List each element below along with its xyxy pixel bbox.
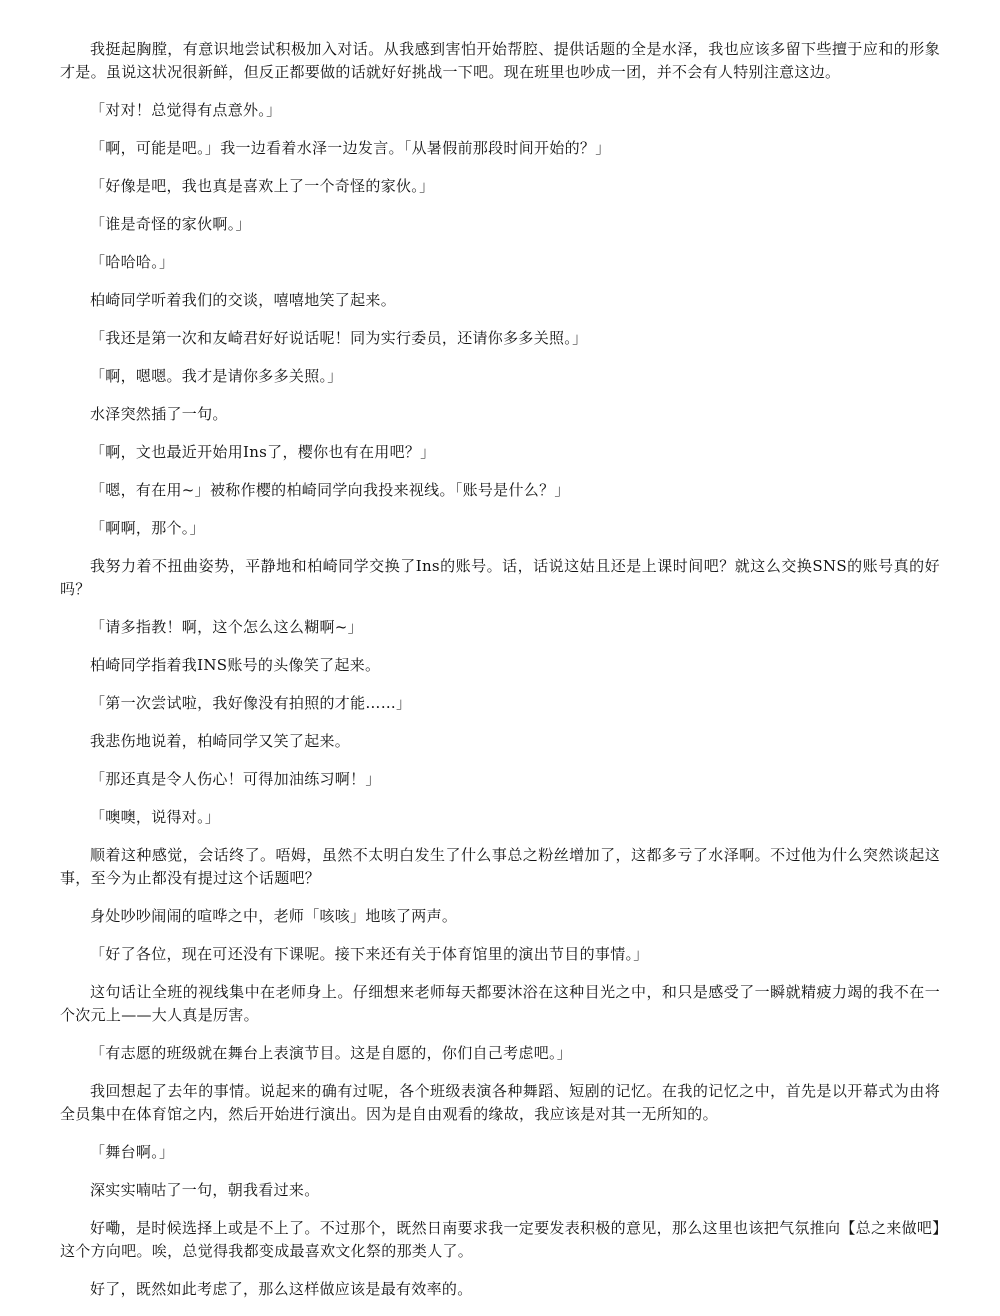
paragraph: 「舞台啊。」 (90, 1143, 175, 1161)
paragraph: 「啊，可能是吧。」我一边看着水泽一边发言。「从暑假前那段时间开始的？」 (90, 139, 611, 157)
paragraph: 「好了各位，现在可还没有下课呢。接下来还有关于体育馆里的演出节目的事情。」 (90, 945, 649, 963)
paragraph: 「嗯，有在用~」被称作樱的柏崎同学向我投来视线。「账号是什么？」 (90, 481, 570, 499)
paragraph: 「我还是第一次和友崎君好好说话呢！同为实行委员，还请你多多关照。」 (90, 329, 588, 347)
paragraph: 「请多指教！啊，这个怎么这么糊啊~」 (90, 618, 363, 636)
paragraph: 「啊啊，那个。」 (90, 519, 205, 537)
paragraph: 「哈哈哈。」 (90, 253, 175, 271)
paragraph: 我悲伤地说着，柏崎同学又笑了起来。 (90, 732, 351, 750)
paragraph: 「噢噢，说得对。」 (90, 808, 221, 826)
paragraph: 「啊，嗯嗯。我才是请你多多关照。」 (90, 367, 343, 385)
paragraph: 柏崎同学听着我们的交谈，嘻嘻地笑了起来。 (90, 291, 397, 309)
paragraph: 好嘞，是时候选择上或是不上了。不过那个，既然日南要求我一定要发表积极的意见，那么这里也该把气氛推向【总之来做吧】这个方向吧。唉，总觉得我都变成最喜欢文化祭的那类人了。 (60, 1219, 940, 1260)
paragraph: 「那还真是令人伤心！可得加油练习啊！」 (90, 770, 381, 788)
paragraph: 「谁是奇怪的家伙啊。」 (90, 215, 251, 233)
paragraph: 「第一次尝试啦，我好像没有拍照的才能……」 (90, 694, 412, 712)
paragraph: 「啊，文也最近开始用Ins了，樱你也有在用吧？」 (90, 443, 436, 461)
paragraph: 水泽突然插了一句。 (90, 405, 228, 423)
paragraph: 深实实喃咕了一句，朝我看过来。 (90, 1181, 320, 1199)
paragraph: 我努力着不扭曲姿势，平静地和柏崎同学交换了Ins的账号。话，话说这姑且还是上课时间吧？就这么交换SNS的账号真的好吗？ (60, 557, 940, 598)
document-page (60, 38, 940, 1316)
paragraph: 好了，既然如此考虑了，那么这样做应该是最有效率的。 (90, 1280, 473, 1298)
paragraph: 「对对！总觉得有点意外。」 (90, 101, 282, 119)
paragraph: 我挺起胸膛，有意识地尝试积极加入对话。从我感到害怕开始帮腔、提供话题的全是水泽，我也应该多留下些擅于应和的形象才是。虽说这状况很新鲜，但反正都要做的话就好好挑战一下吧。现在班里也吵成一团，并不会有人特别注意这边。 (60, 40, 940, 81)
paragraph: 「有志愿的班级就在舞台上表演节目。这是自愿的，你们自己考虑吧。」 (90, 1044, 573, 1062)
paragraph: 我回想起了去年的事情。说起来的确有过呢，各个班级表演各种舞蹈、短剧的记忆。在我的记忆之中，首先是以开幕式为由将全员集中在体育馆之内，然后开始进行演出。因为是自由观看的缘故，我应该是对其一无所知的。 (60, 1082, 940, 1123)
paragraph: 「好像是吧，我也真是喜欢上了一个奇怪的家伙。」 (90, 177, 435, 195)
paragraph: 顺着这种感觉，会话终了。唔姆，虽然不太明白发生了什么事总之粉丝增加了，这都多亏了水泽啊。不过他为什么突然谈起这事，至今为止都没有提过这个话题吧？ (60, 846, 940, 887)
paragraph: 身处吵吵闹闹的喧哗之中，老师「咳咳」地咳了两声。 (90, 907, 458, 925)
paragraph: 柏崎同学指着我INS账号的头像笑了起来。 (90, 656, 381, 674)
paragraph: 这句话让全班的视线集中在老师身上。仔细想来老师每天都要沐浴在这种目光之中，和只是感受了一瞬就精疲力竭的我不在一个次元上——大人真是厉害。 (60, 983, 940, 1024)
